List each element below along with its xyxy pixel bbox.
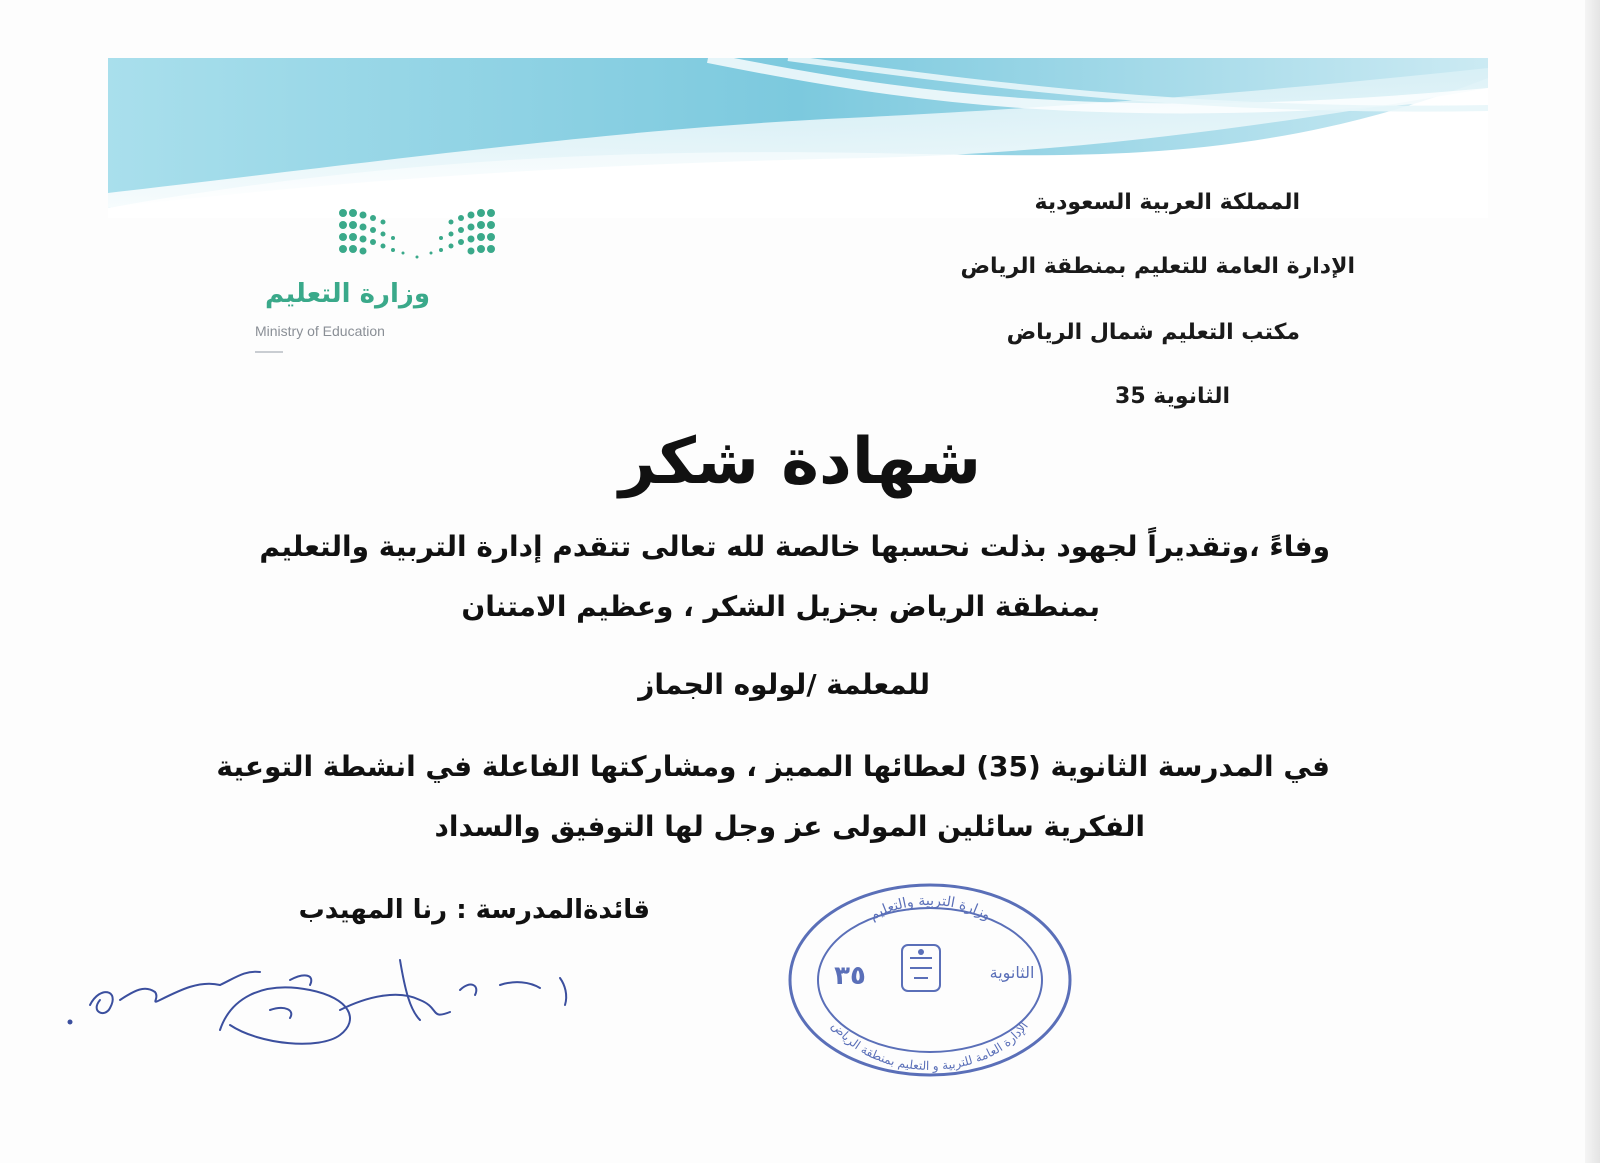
svg-text:وزارة التربية والتعليم <box>867 893 994 924</box>
page-edge-shadow <box>1585 0 1600 1163</box>
logo-dots-icon <box>337 203 497 263</box>
school-leader-label: قائدةالمدرسة : رنا المهيدب <box>298 895 650 925</box>
stamp-school-number: ٣٥ <box>834 961 866 991</box>
recipient-line: للمعلمة /لولوه الجماز <box>638 668 930 701</box>
svg-text:الإدارة العامة للتربية و التعل <box>828 1019 1031 1074</box>
logo-english-name: Ministry of Education <box>255 323 385 339</box>
stamp-school-label: الثانوية <box>989 963 1035 982</box>
stamp-bottom-text: الإدارة العامة للتربية و التعليم بمنطقة الرياض <box>828 1018 1031 1073</box>
official-stamp <box>780 880 1080 1080</box>
stamp-emblem-icon <box>902 945 940 991</box>
school-name: الثانوية 35 <box>1115 384 1230 409</box>
office-name: مكتب التعليم شمال الرياض <box>1006 320 1300 345</box>
logo-arabic-name: وزارة التعليم <box>265 279 430 309</box>
ministry-logo <box>255 195 475 365</box>
country-name: المملكة العربية السعودية <box>1034 190 1300 215</box>
reason-line-1: في المدرسة الثانوية (35) لعطائها المميز ، ومشاركتها الفاعلة في انشطة التوعية <box>216 750 1330 783</box>
directorate-name: الإدارة العامة للتعليم بمنطقة الرياض <box>960 254 1355 279</box>
handwritten-signature <box>60 950 600 1060</box>
logo-underline <box>255 351 283 353</box>
certificate-title: شهادة شكر <box>618 425 982 499</box>
reason-line-2: الفكرية سائلين المولى عز وجل لها التوفيق والسداد <box>434 810 1145 843</box>
paragraph-line-1: وفاءً ،وتقديراً لجهود بذلت نحسبها خالصة لله تعالى تتقدم إدارة التربية والتعليم <box>259 530 1330 563</box>
paragraph-line-2: بمنطقة الرياض بجزيل الشكر ، وعظيم الامتنان <box>461 590 1100 623</box>
stamp-top-text: وزارة التربية والتعليم <box>866 892 994 924</box>
